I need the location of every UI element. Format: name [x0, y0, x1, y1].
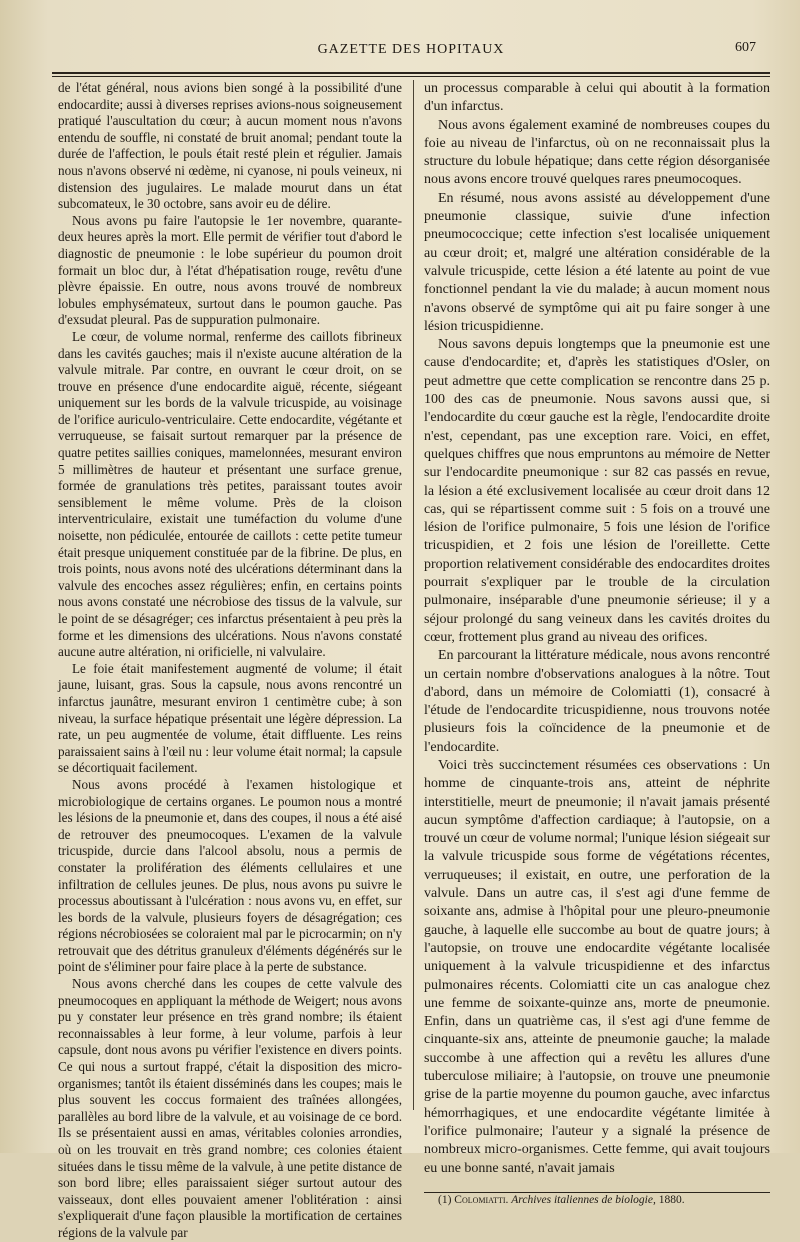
paragraph: Le cœur, de volume normal, renferme des caillots fibrineux dans les cavités gauches; mais il n'existe aucune altération de la valvule mitrale. Par contre, en ouvrant le cœur droit, on se trouve en présence d'une endocardite aiguë, récente, siégeant uniquement sur les bords de la valvule tricuspide, au voisinage de l'orifice auriculo-ventriculaire. Cette endocardite, végétante et verruqueuse, se faisait surtout remarquer par la présence de quatre petites saillies coniques, mamelonnées, mesurant environ 5 millimètres de hauteur et présentant une surface grenue, formée de granulations très petites, paraissant toutes avoir sensiblement le même volume. Près de la cloison interventriculaire, existait une tuméfaction du volume d'une noisette, non pédiculée, entourée de caillots : cette petite tumeur était presque uniquement constituée par de la fibrine. De plus, en trois points, nous avons noté des ulcérations déterminant dans la valvule des encoches assez régulières; enfin, en certains points nous avons constaté une nécrobiose des tissus de la valvule, sur le point de se désagréger; ces infarctus présentaient à peu près la forme et les dimensions des ulcérations. Nous n'avons constaté aucune autre altération, ni orificielle, ni valvulaire.	[58, 328, 402, 660]
header-rule	[52, 72, 770, 74]
footnote-marker: (1)	[438, 1193, 452, 1206]
paragraph: Nous avons également examiné de nombreuses coupes du foie au niveau de l'infarctus, où on ne reconnaissait plus la structure du lobule hépatique; dans cette région désorganisée nous avons encore trouvé quelques rares pneumocoques.	[424, 117, 770, 188]
paragraph: En parcourant la littérature médicale, nous avons rencontré un certain nombre d'observations analogues à la nôtre. Tout d'abord, dans un mémoire de Colomiatti (1), consacré à l'étude de l'endocardite tricuspidienne, nous trouvons notée plusieurs fois la coïncidence de la pneumonie et de l'endocardite.	[424, 648, 770, 755]
footnote	[424, 1193, 770, 1207]
paragraph: Nous avons pu faire l'autopsie le 1er novembre, quarante-deux heures après la mort. Elle permit de vérifier tout d'abord le diagnostic de pneumonie : le lobe supérieur du poumon droit formait un bloc dur, à l'état d'hépatisation rouge, revêtu d'une plèvre épaissie. En outre, nous avons trouvé de nombreux lobules emphysémateux, surtout dans le poumon gauche. Pas d'exsudat pleural. Pas de suppuration pulmonaire.	[58, 212, 402, 328]
paragraph: de l'état général, nous avions bien songé à la possibilité d'une endocardite; aussi à diverses reprises avions-nous soigneusement pratiqué l'auscultation du cœur; à aucun moment nous n'avons entendu de souffle, ni constaté de bruit anomal; pendant toute la durée de l'affection, le pouls était resté plein et régulier. Jamais nous n'avons observé ni œdème, ni cyanose, ni pouls veineux, ni distension des jugulaires. Le malade mourut dans un état subcomateux, le 30 octobre, sans avoir eu de délire.	[58, 80, 402, 212]
journal-title: GAZETTE DES HOPITAUX	[317, 42, 505, 57]
footnote-source: Archives italiennes de biologie,	[511, 1193, 656, 1206]
header-rule-thin	[52, 76, 770, 77]
footnote-author: Colomiatti.	[454, 1193, 509, 1206]
page-header	[52, 34, 770, 60]
paragraph: En résumé, nous avons assisté au développement d'une pneumonie classique, suivie d'une infection pneumococcique; cette infection s'est localisée uniquement au cœur droit; et, malgré une altération considérable de la valvule tricuspide, cette lésion a été latente au point de vue fonctionnel pendant la vie du malade; à aucun moment nous n'avons observé de symptôme qui ait pu faire songer à une lésion tricuspidienne.	[424, 190, 770, 334]
left-column	[58, 80, 402, 1242]
footnote-year: 1880.	[658, 1193, 685, 1206]
paragraph: Le foie était manifestement augmenté de volume; il était jaune, luisant, gras. Sous la capsule, nous avons rencontré un infarctus jaunâtre, mesurant environ 1 centimètre cube; à son niveau, la surface hépatique présentait une légère dépression. La rate, un peu augmentée de volume, était diffluente. Les reins paraissaient sains à l'œil nu : leur volume était normal; la capsule se décortiquait facilement.	[58, 660, 402, 776]
page-number: 607	[735, 40, 756, 55]
paragraph: Nous avons procédé à l'examen histologique et microbiologique de certains organes. Le poumon nous a montré les lésions de la pneumonie et, dans des coupes, il nous a été aisé de retrouver des pneumocoques. L'examen de la valvule tricuspide, durcie dans l'alcool absolu, nous a permis de constater la prolifération des éléments cellulaires et une infiltration de cellules jeunes. De plus, nous avons pu suivre le processus aboutissant à l'ulcération : nous avons vu, en effet, sur les bords de la valvule, plusieurs foyers de désagrégation; ces régions nécrobiosées se coloraient mal par le picrocarmin; on n'y retrouvait que des détritus granuleux d'éléments dégénérés sur le point de s'éliminer pour faire place à la perte de substance.	[58, 776, 402, 975]
right-column	[424, 80, 770, 1207]
paragraph: Nous avons cherché dans les coupes de cette valvule des pneumocoques en appliquant la méthode de Weigert; nous avons pu y constater leur présence en très grand nombre; ils étaient reconnaissables à leur forme, à leur volume, parfois à leur capsule, dont nous avons pu vérifier l'existence en divers points. Ce qui nous a surtout frappé, c'était la disposition des micro-organismes; tantôt ils étaient disséminés dans les coupes; mais le plus souvent les coccus formaient des traînées allongées, parallèles au bord libre de la valvule, et au voisinage de ce bord. Ils se présentaient aussi en amas, véritables colonies arrondies, où on les trouvait en très grand nombre; ces colonies étaient situées dans le tissu même de la valvule, à une petite distance de son bord libre; elles paraissaient siéger surtout autour des vaisseaux, dont elles pouvaient amener l'oblitération : ainsi s'expliquerait d'une façon plausible la mortification de certaines régions de la valvule par	[58, 976, 402, 1240]
paragraph: Voici très succinctement résumées ces observations : Un homme de cinquante-trois ans, atteint de néphrite interstitielle, meurt de pneumonie; il n'avait jamais présenté aucun symptôme d'affection cardiaque; à l'autopsie, on a trouvé un cœur de volume normal; l'unique lésion siégeait sur la valvule tricuspide sous forme de végétations récentes, verruqueuses; il existait, en outre, une perforation de la valvule. Dans un autre cas, il s'est agi d'une femme de soixante ans, admise à l'hôpital pour une pleuro-pneumonie gauche, à laquelle elle succombe au bout de quatre jours; à l'autopsie, on trouve une endocardite végétante localisée uniquement à la valvule tricuspidienne et des infarctus pulmonaires récents. Colomiatti cite un cas analogue chez une femme de soixante-quinze ans, morte de pneumonie. Enfin, dans un quatrième cas, il s'est agi d'une femme de cinquante-six ans, atteinte de pneumonie gauche; la malade succombe à une affection qui a revêtu les allures d'une tuberculose miliaire; à l'autopsie, on trouve une pneumonie grise de la partie moyenne du poumon gauche, avec infarctus hémorrhagiques, et une endocardite végétante limitée à l'orifice pulmonaire; l'auteur y a signalé la présence de nombreux micro-organismes. Cette femme, qui avait toujours eu une bonne santé, n'avait jamais	[424, 757, 770, 1176]
column-divider	[413, 80, 414, 1110]
paragraph: un processus comparable à celui qui aboutit à la formation d'un infarctus.	[424, 81, 770, 115]
paragraph: Nous savons depuis longtemps que la pneumonie est une cause d'endocardite; et, d'après les statistiques d'Osler, on peut admettre que cette complication se rencontre dans 25 p. 100 des cas de pneumonie. Nous savons aussi que, si l'endocardite du cœur gauche est la règle, l'endocardite droite n'est, cependant, pas une exception rare. Voici, en effet, quelques chiffres que nous empruntons au mémoire de Netter sur l'endocardite pneumonique : sur 82 cas passés en revue, la lésion a été exclusivement localisée au cœur droit dans 12 cas, qui se répartissent comme suit : 5 fois on a trouvé une lésion de l'orifice pulmonaire, 5 fois une lésion de l'orifice tricuspidien, et 2 fois une lésion de l'oreillette. Cette proportion relativement considérable des endocardites droites pourrait s'expliquer par le trouble de la circulation pulmonaire, inséparable d'une pneumonie sérieuse; il y a séjour prolongé du sang veineux dans les cavités droites du cœur, frottement plus grand au niveau des orifices.	[424, 337, 770, 645]
